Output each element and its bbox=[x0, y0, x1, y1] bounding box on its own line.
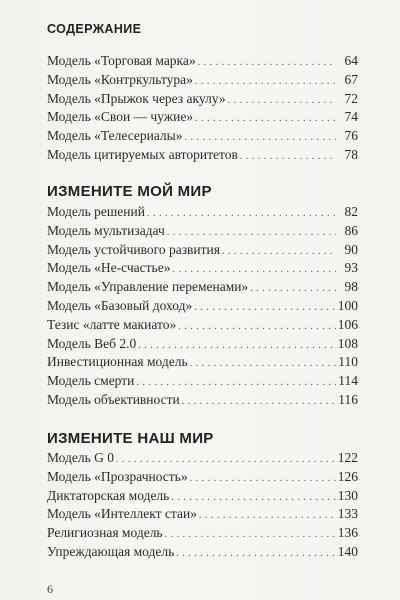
toc-item bbox=[47, 335, 358, 354]
toc-item bbox=[47, 468, 358, 487]
toc-item bbox=[47, 316, 358, 335]
toc-item-label: Религиозная модель bbox=[47, 525, 163, 541]
toc-item-page: 126 bbox=[337, 468, 358, 484]
toc-item bbox=[47, 127, 358, 146]
toc-item-label: Тезис «латте макиато» bbox=[47, 316, 177, 332]
toc-leader-dots bbox=[198, 54, 336, 73]
toc-item-label: Модель «Телесериалы» bbox=[47, 128, 183, 144]
toc-item-page: 108 bbox=[337, 335, 358, 351]
toc-item-label: Модель «Свои — чужие» bbox=[47, 109, 194, 125]
toc-item-page: 106 bbox=[337, 316, 358, 332]
toc-leader-dots bbox=[228, 92, 336, 111]
toc-item bbox=[47, 487, 358, 506]
toc-item-label: Модель «Базовый доход» bbox=[47, 297, 193, 313]
toc-item-page: 98 bbox=[344, 279, 358, 295]
toc-item-page: 110 bbox=[338, 354, 358, 370]
toc-leader-dots bbox=[178, 318, 336, 337]
toc-item-page: 67 bbox=[344, 71, 358, 87]
toc-item-page: 72 bbox=[344, 90, 358, 106]
toc-item bbox=[47, 353, 358, 372]
toc-item bbox=[47, 71, 358, 90]
toc-item bbox=[47, 372, 358, 391]
toc-item-label: Модель цитируемых авторитетов bbox=[47, 146, 238, 162]
toc-item-label: Модель устойчивого развития bbox=[47, 241, 220, 257]
toc-item bbox=[47, 108, 358, 127]
toc-item bbox=[47, 391, 358, 410]
toc-item-page: 78 bbox=[344, 146, 358, 162]
toc-item bbox=[47, 259, 358, 278]
toc-item-label: Модель «Прозрачность» bbox=[47, 468, 188, 484]
toc-leader-dots bbox=[250, 280, 336, 299]
toc-item-page: 122 bbox=[337, 450, 358, 465]
toc-item-page: 90 bbox=[344, 241, 358, 257]
toc-leader-dots bbox=[182, 393, 336, 412]
toc-item-label: Модель «Торговая марка» bbox=[47, 53, 196, 68]
toc-item-page: 74 bbox=[344, 109, 358, 125]
toc-item-label: Модель «Прыжок через акулу» bbox=[47, 90, 226, 106]
toc-item-page: 140 bbox=[337, 543, 358, 559]
toc-item bbox=[47, 52, 358, 71]
toc-item-label: Модель «Управление переменами» bbox=[47, 279, 249, 295]
toc-item-label: Модель «Не-счастье» bbox=[47, 260, 171, 276]
toc-item-label: Диктаторская модель bbox=[47, 487, 170, 503]
toc-leader-dots bbox=[194, 299, 336, 318]
toc-leader-dots bbox=[195, 110, 336, 129]
toc-item-page: 82 bbox=[344, 204, 358, 219]
toc-leader-dots bbox=[190, 355, 336, 374]
toc-item-label: Модель решений bbox=[47, 204, 145, 219]
toc-leader-dots bbox=[165, 526, 336, 545]
toc-item-page: 86 bbox=[344, 222, 358, 238]
toc-item-page: 93 bbox=[344, 260, 358, 276]
toc-item-page: 64 bbox=[344, 53, 358, 68]
toc-item-page: 133 bbox=[337, 506, 358, 522]
toc-item bbox=[47, 90, 358, 109]
running-head: СОДЕРЖАНИЕ bbox=[47, 22, 142, 36]
toc-item bbox=[47, 543, 358, 562]
toc-item bbox=[47, 222, 358, 241]
toc-item-label: Упреждающая модель bbox=[47, 543, 175, 559]
toc-item-label: Модель Веб 2.0 bbox=[47, 335, 137, 351]
toc-item-label: Модель «Интеллект стаи» bbox=[47, 506, 197, 522]
toc-item-page: 114 bbox=[338, 373, 358, 389]
toc-item-page: 130 bbox=[337, 487, 358, 503]
toc-leader-dots bbox=[190, 470, 336, 489]
toc-leader-dots bbox=[176, 545, 336, 564]
toc-leader-dots bbox=[199, 507, 336, 526]
toc-list-section-1 bbox=[47, 52, 358, 165]
toc-list-section-2 bbox=[47, 203, 358, 410]
toc-item-label: Модель «Контркультура» bbox=[47, 71, 193, 87]
toc-item-label: Модель смерти bbox=[47, 373, 135, 389]
toc-leader-dots bbox=[240, 148, 336, 167]
section-title: ИЗМЕНИТЕ МОЙ МИР bbox=[47, 183, 212, 200]
toc-item bbox=[47, 203, 358, 222]
toc-item bbox=[47, 146, 358, 165]
toc-item-label: Модель G 0 bbox=[47, 450, 115, 465]
toc-item bbox=[47, 241, 358, 260]
toc-leader-dots bbox=[147, 205, 336, 224]
toc-item-label: Инвестиционная модель bbox=[47, 354, 188, 370]
toc-list-section-3 bbox=[47, 449, 358, 562]
page-number: 6 bbox=[47, 582, 53, 596]
toc-item-page: 116 bbox=[338, 391, 358, 407]
toc-item-label: Модель объективности bbox=[47, 391, 180, 407]
toc-item bbox=[47, 524, 358, 543]
toc-leader-dots bbox=[222, 243, 336, 262]
toc-item bbox=[47, 297, 358, 316]
toc-item bbox=[47, 449, 358, 468]
toc-item-label: Модель мультизадач bbox=[47, 222, 165, 238]
toc-item-page: 136 bbox=[337, 525, 358, 541]
section-title: ИЗМЕНИТЕ НАШ МИР bbox=[47, 430, 214, 447]
toc-item-page: 76 bbox=[344, 128, 358, 144]
toc-item bbox=[47, 278, 358, 297]
toc-item-page: 100 bbox=[337, 297, 358, 313]
toc-item bbox=[47, 505, 358, 524]
